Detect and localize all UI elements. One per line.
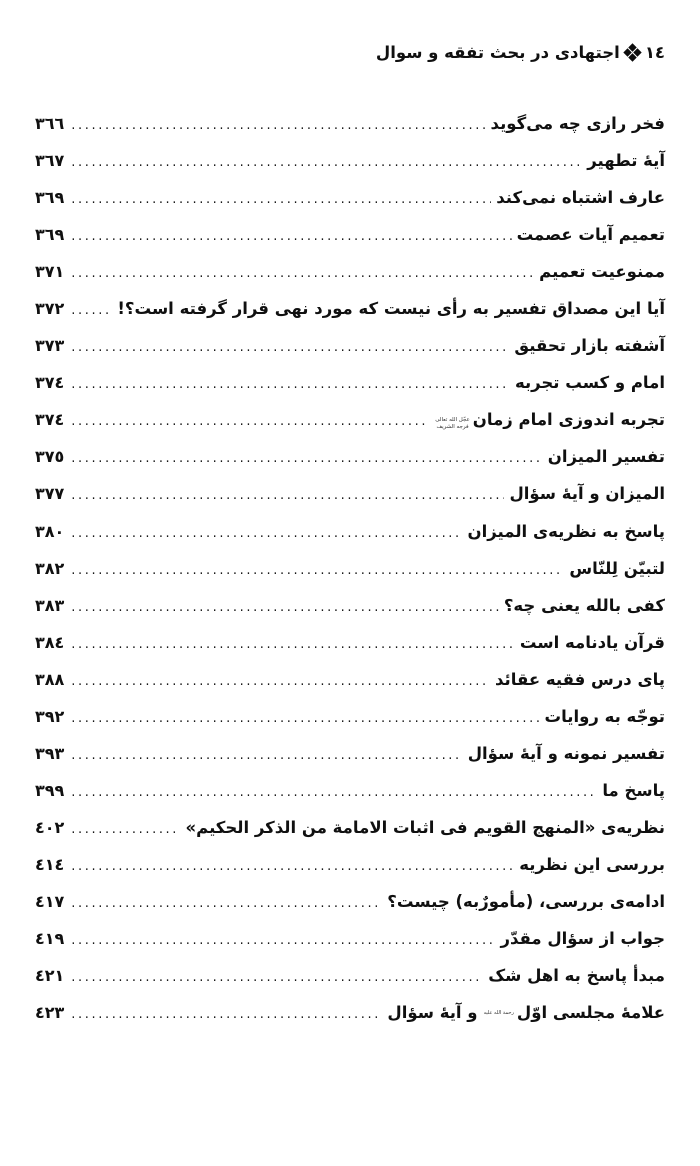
toc-entry xyxy=(35,661,665,698)
toc-entry-page-number: ٤١٩ xyxy=(35,929,65,949)
toc-entry-page-number: ٣٧٥ xyxy=(35,447,65,467)
toc-entry-title xyxy=(569,550,665,587)
dot-leader xyxy=(71,515,462,552)
toc-entry-text: تفسیر المیزان xyxy=(547,447,665,467)
dot-leader xyxy=(71,848,514,885)
dot-leader xyxy=(71,774,597,811)
toc-entry-page-number: ٣٦٩ xyxy=(35,188,65,208)
dot-leader xyxy=(71,626,515,663)
toc-entry-text: امام و کسب تجربه xyxy=(514,373,665,393)
toc-entry-text: عارف اشتباه نمی‌کند xyxy=(496,188,665,208)
toc-entry-page-number: ٣٧٧ xyxy=(35,484,65,504)
toc-entry-text: ممنوعیت تعمیم xyxy=(539,262,665,282)
toc-entry xyxy=(35,364,665,401)
toc-entry-page-number: ٣٦٧ xyxy=(35,151,65,171)
toc-entry xyxy=(35,735,665,772)
toc-entry xyxy=(35,587,665,624)
dot-leader xyxy=(71,700,539,737)
toc-entry xyxy=(35,475,665,512)
toc-entry-title xyxy=(496,179,665,216)
toc-entry-text: بررسی این نظریه xyxy=(519,854,665,874)
toc-entry-page-number: ٤٢٣ xyxy=(35,1003,65,1023)
toc-entry-page-number: ٣٧٣ xyxy=(35,336,65,356)
toc-entry xyxy=(35,438,665,475)
toc-entry-title xyxy=(491,105,665,142)
toc-entry-title xyxy=(539,253,665,290)
dot-leader xyxy=(71,107,485,144)
toc-entry-title xyxy=(500,920,665,957)
toc-entry xyxy=(35,846,665,883)
toc-entry-title xyxy=(587,142,665,179)
dot-leader xyxy=(71,181,491,218)
toc-entry-page-number: ٤٢١ xyxy=(35,966,65,986)
toc-entry-text: نظریه‌ی «المنهج القویم فی اثبات الامامة من الذکر الحکیم» xyxy=(185,817,665,837)
toc-entry xyxy=(35,957,665,994)
toc-entry xyxy=(35,216,665,253)
dot-leader xyxy=(71,996,382,1033)
toc-entry-title xyxy=(468,735,665,772)
dot-leader xyxy=(71,885,382,922)
dot-leader xyxy=(71,922,495,959)
toc-entry-page-number: ٣٩٩ xyxy=(35,780,65,800)
header-page-number: ١٤ xyxy=(644,43,665,62)
toc-entry-page-number: ٣٧٤ xyxy=(35,410,65,430)
toc-entry-title xyxy=(432,401,665,438)
toc-entry-page-number: ٣٧٤ xyxy=(35,373,65,393)
toc-entry-title xyxy=(387,883,665,920)
toc-entry-text: فخر رازی چه می‌گوید xyxy=(490,114,665,133)
dot-leader xyxy=(71,255,534,292)
honorific-icon: رحمة الله علیه xyxy=(483,1010,514,1017)
toc-entry-title xyxy=(509,475,665,512)
toc-entry-text: آیهٔ تطهیر xyxy=(587,151,665,171)
toc-entry-page-number: ٣٦٦ xyxy=(35,114,65,133)
table-of-contents xyxy=(35,105,665,1031)
toc-entry xyxy=(35,994,665,1031)
toc-entry-page-number: ٣٦٩ xyxy=(35,225,65,245)
toc-entry-text: تفسیر نمونه و آیهٔ سؤال xyxy=(467,743,665,763)
toc-entry-page-number: ٣٨٣ xyxy=(35,595,65,615)
toc-entry-page-number: ٣٧١ xyxy=(35,262,65,282)
dot-leader xyxy=(71,737,462,774)
toc-entry-text-suffix: و آیهٔ سؤال xyxy=(387,1003,478,1023)
toc-entry-title xyxy=(185,809,665,846)
toc-entry-title xyxy=(544,698,665,735)
toc-entry xyxy=(35,179,665,216)
running-header xyxy=(35,40,665,66)
dot-leader xyxy=(71,440,542,477)
dot-leader xyxy=(71,144,582,181)
toc-entry-title xyxy=(504,587,665,624)
toc-entry-page-number: ٤٠٢ xyxy=(35,817,65,837)
toc-entry-text: آشفته بازار تحقیق xyxy=(514,336,665,356)
header-book-title: اجتهادی در بحث تفقه و سوال xyxy=(375,43,620,62)
toc-entry-title xyxy=(468,513,665,550)
toc-entry-text: قرآن یادنامه است xyxy=(519,632,665,652)
dot-leader xyxy=(71,403,427,440)
dot-leader xyxy=(71,552,564,589)
toc-entry xyxy=(35,772,665,809)
toc-entry xyxy=(35,290,665,327)
dot-leader xyxy=(71,959,483,996)
toc-entry-page-number: ٤١٤ xyxy=(35,854,65,874)
toc-entry xyxy=(35,401,665,438)
toc-entry-title xyxy=(495,661,665,698)
toc-entry-title xyxy=(514,327,665,364)
diamond-ornament-icon xyxy=(625,45,640,60)
toc-entry-text: علامهٔ مجلسی اوّل xyxy=(516,1003,665,1023)
dot-leader xyxy=(71,663,490,700)
toc-entry-title xyxy=(488,957,665,994)
toc-entry xyxy=(35,253,665,290)
toc-entry xyxy=(35,105,665,142)
toc-entry-page-number: ٣٩٢ xyxy=(35,706,65,726)
toc-entry-text: ادامه‌ی بررسی، (مأمورٌبه) چیست؟ xyxy=(387,891,665,911)
toc-entry-page-number: ٣٨٠ xyxy=(35,521,65,541)
toc-entry-title xyxy=(519,846,665,883)
toc-entry-page-number: ٤١٧ xyxy=(35,891,65,911)
toc-entry-text: آیا این مصداق تفسیر به رأی نیست که مورد نهی قرار گرفته است؟! xyxy=(117,299,665,319)
toc-entry-page-number: ٣٨٨ xyxy=(35,669,65,689)
toc-entry xyxy=(35,513,665,550)
toc-entry-title xyxy=(548,438,665,475)
dot-leader xyxy=(71,329,509,366)
toc-entry-title xyxy=(515,364,665,401)
honorific-icon: عجّل الله تعالی فرجه الشریف xyxy=(435,417,470,430)
toc-entry-text: پاسخ به نظریه‌ی المیزان xyxy=(467,521,665,541)
toc-entry-title xyxy=(387,994,665,1031)
toc-entry xyxy=(35,698,665,735)
dot-leader xyxy=(71,477,504,514)
toc-entry xyxy=(35,550,665,587)
dot-leader xyxy=(71,811,180,848)
toc-entry xyxy=(35,920,665,957)
toc-entry-page-number: ٣٧٢ xyxy=(35,299,65,319)
toc-entry-title xyxy=(602,772,665,809)
toc-entry-text: توجّه به روایات xyxy=(544,706,665,726)
toc-entry xyxy=(35,142,665,179)
toc-entry-title xyxy=(517,216,665,253)
toc-entry-text: جواب از سؤال مقدّر xyxy=(500,929,665,949)
toc-entry-text: کفی بالله یعنی چه؟ xyxy=(503,595,665,615)
toc-entry xyxy=(35,809,665,846)
toc-entry-text: المیزان و آیهٔ سؤال xyxy=(509,484,665,504)
toc-entry-page-number: ٣٨٢ xyxy=(35,558,65,578)
toc-entry xyxy=(35,883,665,920)
dot-leader xyxy=(71,366,510,403)
dot-leader xyxy=(71,218,511,255)
dot-leader xyxy=(71,589,499,626)
toc-entry-text: تعمیم آیات عصمت xyxy=(516,225,665,245)
toc-entry xyxy=(35,327,665,364)
toc-entry-title xyxy=(117,290,665,327)
dot-leader xyxy=(71,292,112,329)
toc-entry-text: پای درس فقیه عقائد xyxy=(495,669,665,689)
toc-entry-text: تجربه اندوزی امام زمان xyxy=(472,410,665,430)
toc-entry-title xyxy=(520,624,665,661)
toc-entry xyxy=(35,624,665,661)
toc-entry-text: مبدأ پاسخ به اهل شک xyxy=(488,966,665,986)
toc-entry-text: پاسخ ما xyxy=(602,780,665,800)
toc-entry-page-number: ٣٩٣ xyxy=(35,743,65,763)
toc-entry-page-number: ٣٨٤ xyxy=(35,632,65,652)
toc-entry-text: لتبیّن لِلنّاس xyxy=(569,558,665,578)
